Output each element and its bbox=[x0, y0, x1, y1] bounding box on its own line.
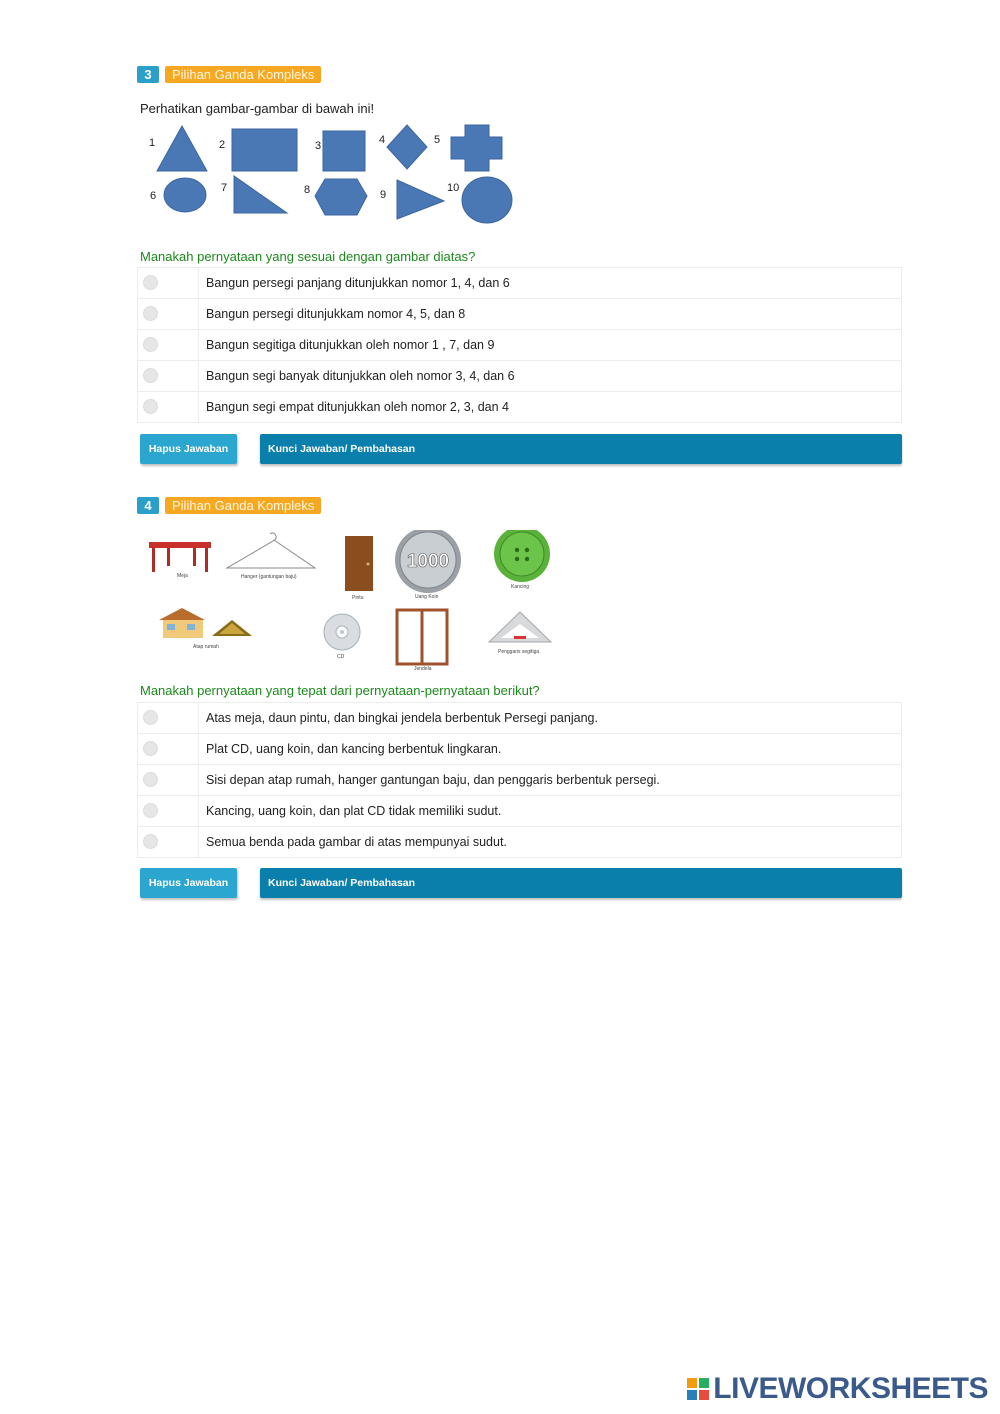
label-cd: CD bbox=[337, 654, 345, 660]
options-list bbox=[137, 702, 902, 858]
instruction-text: Perhatikan gambar-gambar di bawah ini! bbox=[140, 101, 375, 116]
shape-2-rectangle bbox=[232, 129, 297, 171]
option-row[interactable] bbox=[137, 765, 902, 796]
option-radio[interactable] bbox=[143, 337, 158, 352]
option-radio[interactable] bbox=[143, 399, 158, 414]
clear-answer-button[interactable]: Hapus Jawaban bbox=[140, 434, 237, 464]
shape-1-triangle bbox=[157, 126, 207, 171]
option-radio[interactable] bbox=[143, 834, 158, 849]
option-label: Sisi depan atap rumah, hanger gantungan baju, dan penggaris berbentuk persegi. bbox=[206, 773, 660, 787]
option-label: Atas meja, daun pintu, dan bingkai jendela berbentuk Persegi panjang. bbox=[206, 711, 598, 725]
button-image bbox=[494, 530, 550, 590]
shape-number-6: 6 bbox=[150, 190, 157, 202]
question-4 bbox=[137, 497, 902, 902]
label-hanger: Hanger (gantungan baju) bbox=[241, 574, 297, 580]
option-row[interactable] bbox=[137, 703, 902, 734]
shape-9-triangle bbox=[397, 180, 444, 219]
question-type-badge: Pilihan Ganda Kompleks bbox=[165, 497, 321, 514]
answer-key-button[interactable]: Kunci Jawaban/ Pembahasan bbox=[260, 868, 902, 898]
shapes-figure bbox=[137, 121, 527, 231]
option-radio[interactable] bbox=[143, 772, 158, 787]
option-label: Bangun segi empat ditunjukkan oleh nomor 2, 3, dan 4 bbox=[206, 400, 509, 414]
shape-number-10: 10 bbox=[447, 182, 460, 194]
label-atap: Atap rumah bbox=[193, 644, 219, 650]
option-radio[interactable] bbox=[143, 368, 158, 383]
option-label: Bangun segitiga ditunjukkan oleh nomor 1 , 7, dan 9 bbox=[206, 338, 495, 352]
option-label: Bangun persegi panjang ditunjukkan nomor 1, 4, dan 6 bbox=[206, 276, 510, 290]
option-row[interactable] bbox=[137, 268, 902, 299]
shape-4-rhombus bbox=[387, 125, 427, 169]
shape-5-cross bbox=[451, 125, 502, 171]
option-divider bbox=[198, 796, 199, 826]
option-row[interactable] bbox=[137, 827, 902, 858]
logo-icon bbox=[687, 1378, 709, 1400]
label-jendela: Jendela bbox=[414, 666, 432, 670]
option-label: Semua benda pada gambar di atas mempunyai sudut. bbox=[206, 835, 507, 849]
options-list bbox=[137, 267, 902, 423]
option-divider bbox=[198, 330, 199, 360]
option-divider bbox=[198, 268, 199, 298]
shape-7-right-triangle bbox=[234, 176, 287, 213]
option-radio[interactable] bbox=[143, 741, 158, 756]
cd-image bbox=[324, 614, 360, 660]
shape-number-7: 7 bbox=[221, 182, 228, 194]
coin-value-text: 1000 bbox=[406, 551, 450, 572]
coin-image bbox=[395, 530, 461, 600]
question-number-badge: 4 bbox=[137, 497, 159, 514]
answer-key-button[interactable]: Kunci Jawaban/ Pembahasan bbox=[260, 434, 902, 464]
option-label: Kancing, uang koin, dan plat CD tidak memiliki sudut. bbox=[206, 804, 502, 818]
house-image bbox=[159, 608, 252, 650]
question-prompt: Manakah pernyataan yang sesuai dengan gambar diatas? bbox=[140, 249, 476, 264]
option-row[interactable] bbox=[137, 734, 902, 765]
option-radio[interactable] bbox=[143, 306, 158, 321]
option-divider bbox=[198, 361, 199, 391]
shape-number-5: 5 bbox=[434, 134, 441, 146]
option-label: Bangun segi banyak ditunjukkan oleh nomor 3, 4, dan 6 bbox=[206, 369, 515, 383]
option-divider bbox=[198, 765, 199, 795]
table-image bbox=[149, 542, 211, 579]
shape-10-circle bbox=[462, 177, 512, 223]
option-divider bbox=[198, 392, 199, 422]
shape-number-1: 1 bbox=[149, 137, 156, 149]
objects-figure bbox=[137, 530, 567, 670]
window-image bbox=[397, 610, 447, 670]
question-header bbox=[137, 66, 321, 84]
shape-6-ellipse bbox=[164, 178, 206, 212]
label-penggaris: Penggaris segitiga bbox=[498, 649, 540, 655]
shape-number-4: 4 bbox=[379, 134, 386, 146]
option-divider bbox=[198, 299, 199, 329]
door-image bbox=[345, 536, 373, 601]
option-label: Plat CD, uang koin, dan kancing berbentuk lingkaran. bbox=[206, 742, 502, 756]
option-radio[interactable] bbox=[143, 710, 158, 725]
question-type-badge: Pilihan Ganda Kompleks bbox=[165, 66, 321, 83]
option-row[interactable] bbox=[137, 392, 902, 423]
label-pintu: Pintu bbox=[352, 595, 364, 601]
option-divider bbox=[198, 827, 199, 857]
option-radio[interactable] bbox=[143, 803, 158, 818]
question-header bbox=[137, 497, 321, 515]
option-radio[interactable] bbox=[143, 275, 158, 290]
option-row[interactable] bbox=[137, 796, 902, 827]
question-3 bbox=[137, 66, 902, 466]
question-number-badge: 3 bbox=[137, 66, 159, 83]
shape-number-2: 2 bbox=[219, 139, 226, 151]
label-koin: Uang Koin bbox=[415, 594, 439, 600]
clear-answer-button[interactable]: Hapus Jawaban bbox=[140, 868, 237, 898]
label-meja: Meja bbox=[177, 573, 188, 579]
option-divider bbox=[198, 703, 199, 733]
label-kancing: Kancing bbox=[511, 584, 530, 590]
option-row[interactable] bbox=[137, 299, 902, 330]
shape-number-9: 9 bbox=[380, 189, 387, 201]
logo-text: LIVEWORKSHEETS bbox=[713, 1372, 988, 1405]
question-prompt: Manakah pernyataan yang tepat dari pernyataan-pernyataan berikut? bbox=[140, 683, 540, 698]
liveworksheets-logo bbox=[687, 1372, 988, 1406]
option-divider bbox=[198, 734, 199, 764]
option-label: Bangun persegi ditunjukkam nomor 4, 5, dan 8 bbox=[206, 307, 466, 321]
set-square-image bbox=[489, 612, 551, 655]
shape-8-hexagon bbox=[315, 179, 367, 215]
shape-number-8: 8 bbox=[304, 184, 311, 196]
option-row[interactable] bbox=[137, 330, 902, 361]
option-row[interactable] bbox=[137, 361, 902, 392]
shape-number-3: 3 bbox=[315, 140, 322, 152]
hanger-image bbox=[227, 533, 315, 580]
shape-3-square bbox=[323, 131, 365, 171]
